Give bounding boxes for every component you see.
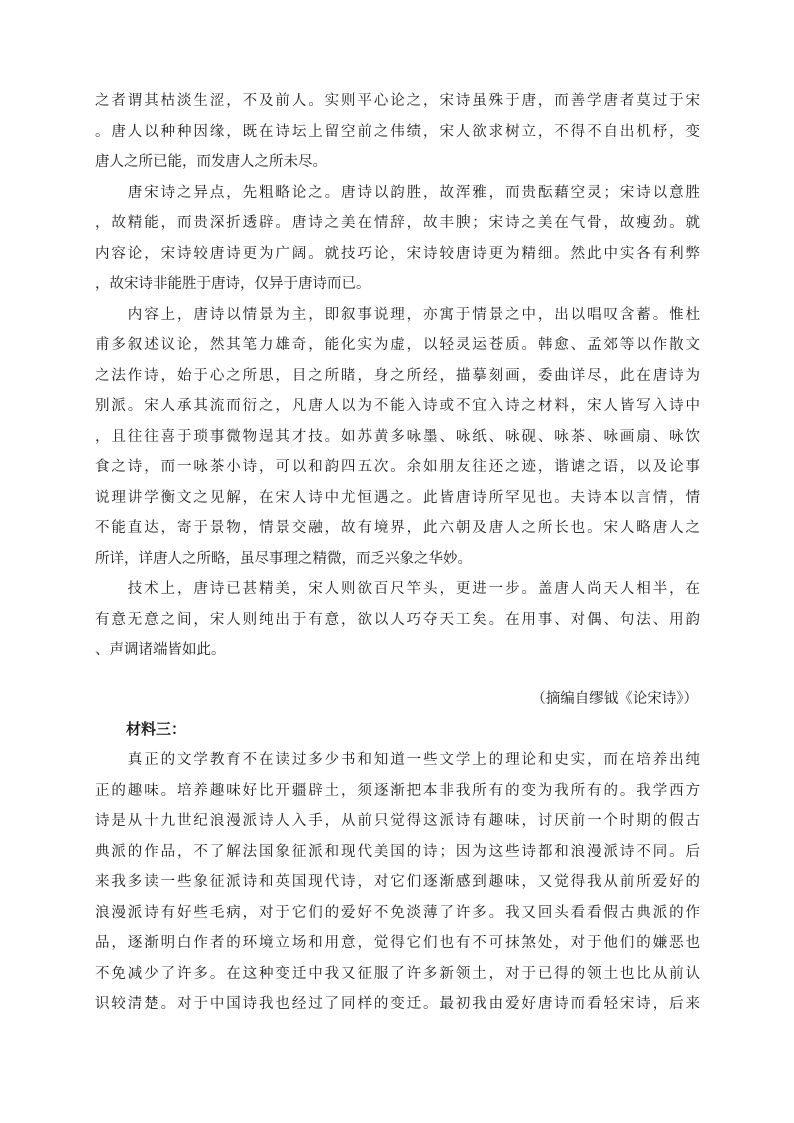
text-line: 甫多叙述议论，然其笔力雄奇，能化实为虚，以轻灵运苍质。韩愈、孟郊等以作散文 bbox=[95, 337, 700, 353]
text-line: 、声调诸端皆如此。 bbox=[95, 642, 226, 658]
text-line: 唐宋诗之异点，先粗略论之。唐诗以韵胜，故浑雅，而贵酝藉空灵；宋诗以意胜 bbox=[95, 184, 700, 201]
text-line: 之法作诗，始于心之所思，目之所睹，身之所经，描摹刻画，委曲详尽，此在唐诗为 bbox=[95, 367, 700, 384]
section-3-body bbox=[95, 745, 700, 1020]
text-line: 说理讲学衡文之见解，在宋人诗中尤恒遇之。此皆唐诗所罕见也。夫诗本以言情，情 bbox=[95, 489, 700, 506]
section-heading: 材料三： bbox=[126, 720, 187, 738]
text-line: 识较清楚。对于中国诗我也经过了同样的变迁。最初我由爱好唐诗而看轻宋诗，后来 bbox=[95, 996, 700, 1012]
text-line: 浪漫派诗有好些毛病，对于它们的爱好不免淡薄了许多。我又回头看看假古典派的作 bbox=[95, 904, 700, 921]
text-line: 不免减少了许多。在这种变迁中我又征服了许多新领土，对于已得的领土也比从前认 bbox=[95, 965, 700, 982]
source-citation: （摘编自缪钺《论宋诗》） bbox=[531, 691, 698, 707]
paragraph-1 bbox=[95, 86, 700, 178]
text-line: ，故宋诗非能胜于唐诗，仅异于唐诗而已。 bbox=[95, 276, 371, 292]
text-line: 内容论，宋诗较唐诗更为广阔。就技巧论，宋诗较唐诗更为精细。然此中实各有利弊 bbox=[95, 245, 700, 262]
text-line: 有意无意之间，宋人则纯出于有意，欲以人巧夺天工矣。在用事、对偶、句法、用韵 bbox=[95, 611, 700, 628]
text-line: 典派的作品，不了解法国象征派和现代美国的诗；因为这些诗都和浪漫派诗不同。后 bbox=[95, 843, 700, 860]
text-line: 内容上，唐诗以情景为主，即叙事说理，亦寓于情景之中，出以唱叹含蓄。惟杜 bbox=[95, 306, 700, 323]
text-line: 唐人之所已能，而发唐人之所未尽。 bbox=[95, 154, 327, 170]
text-line: 别派。宋人承其流而衍之，凡唐人以为不能入诗或不宜入诗之材料，宋人皆写入诗中 bbox=[95, 398, 700, 414]
text-line: 食之诗，而一咏茶小诗，可以和韵四五次。余如朋友往还之迹，谐谑之语，以及论事 bbox=[95, 459, 700, 475]
text-line: 之者谓其枯淡生涩，不及前人。实则平心论之，宋诗虽殊于唐，而善学唐者莫过于宋 bbox=[95, 93, 700, 109]
paragraph-2 bbox=[95, 178, 700, 300]
text-line: 正的趣味。培养趣味好比开疆辟土，须逐渐把本非我所有的变为我所有的。我学西方 bbox=[95, 782, 700, 799]
paragraph-3 bbox=[95, 300, 700, 575]
text-line: 真正的文学教育不在读过多少书和知道一些文学上的理论和史实，而在培养出纯 bbox=[95, 752, 700, 768]
text-line: 所详，详唐人之所略，虽尽事理之精微，而乏兴象之华妙。 bbox=[95, 550, 472, 567]
text-line: 不能直达，寄于景物，情景交融，故有境界，此六朝及唐人之所长也。宋人略唐人之 bbox=[95, 520, 700, 536]
text-line: 技术上，唐诗已甚精美，宋人则欲百尺竿头，更进一步。盖唐人尚天人相半，在 bbox=[95, 581, 700, 597]
text-line: 来我多读一些象征派诗和英国现代诗，对它们逐渐感到趣味，又觉得我从前所爱好的 bbox=[95, 874, 700, 890]
text-line: 诗是从十九世纪浪漫派诗人入手，从前只觉得这派诗有趣味，讨厌前一个时期的假古 bbox=[95, 813, 700, 829]
text-line: ，且往往喜于琐事微物逞其才技。如苏黄多咏墨、咏纸、咏砚、咏茶、咏画扇、咏饮 bbox=[95, 428, 700, 445]
text-line: ，故精能，而贵深折透辟。唐诗之美在情辞，故丰腴；宋诗之美在气骨，故瘦劲。就 bbox=[95, 215, 700, 231]
text-line: 。唐人以种种因缘，既在诗坛上留空前之伟绩，宋人欲求树立，不得不自出机杼，变 bbox=[95, 123, 700, 140]
article-body bbox=[95, 86, 700, 666]
paragraph-4 bbox=[95, 574, 700, 666]
text-line: 品，逐渐明白作者的环境立场和用意，觉得它们也有不可抹煞处，对于他们的嫌恶也 bbox=[95, 935, 700, 951]
